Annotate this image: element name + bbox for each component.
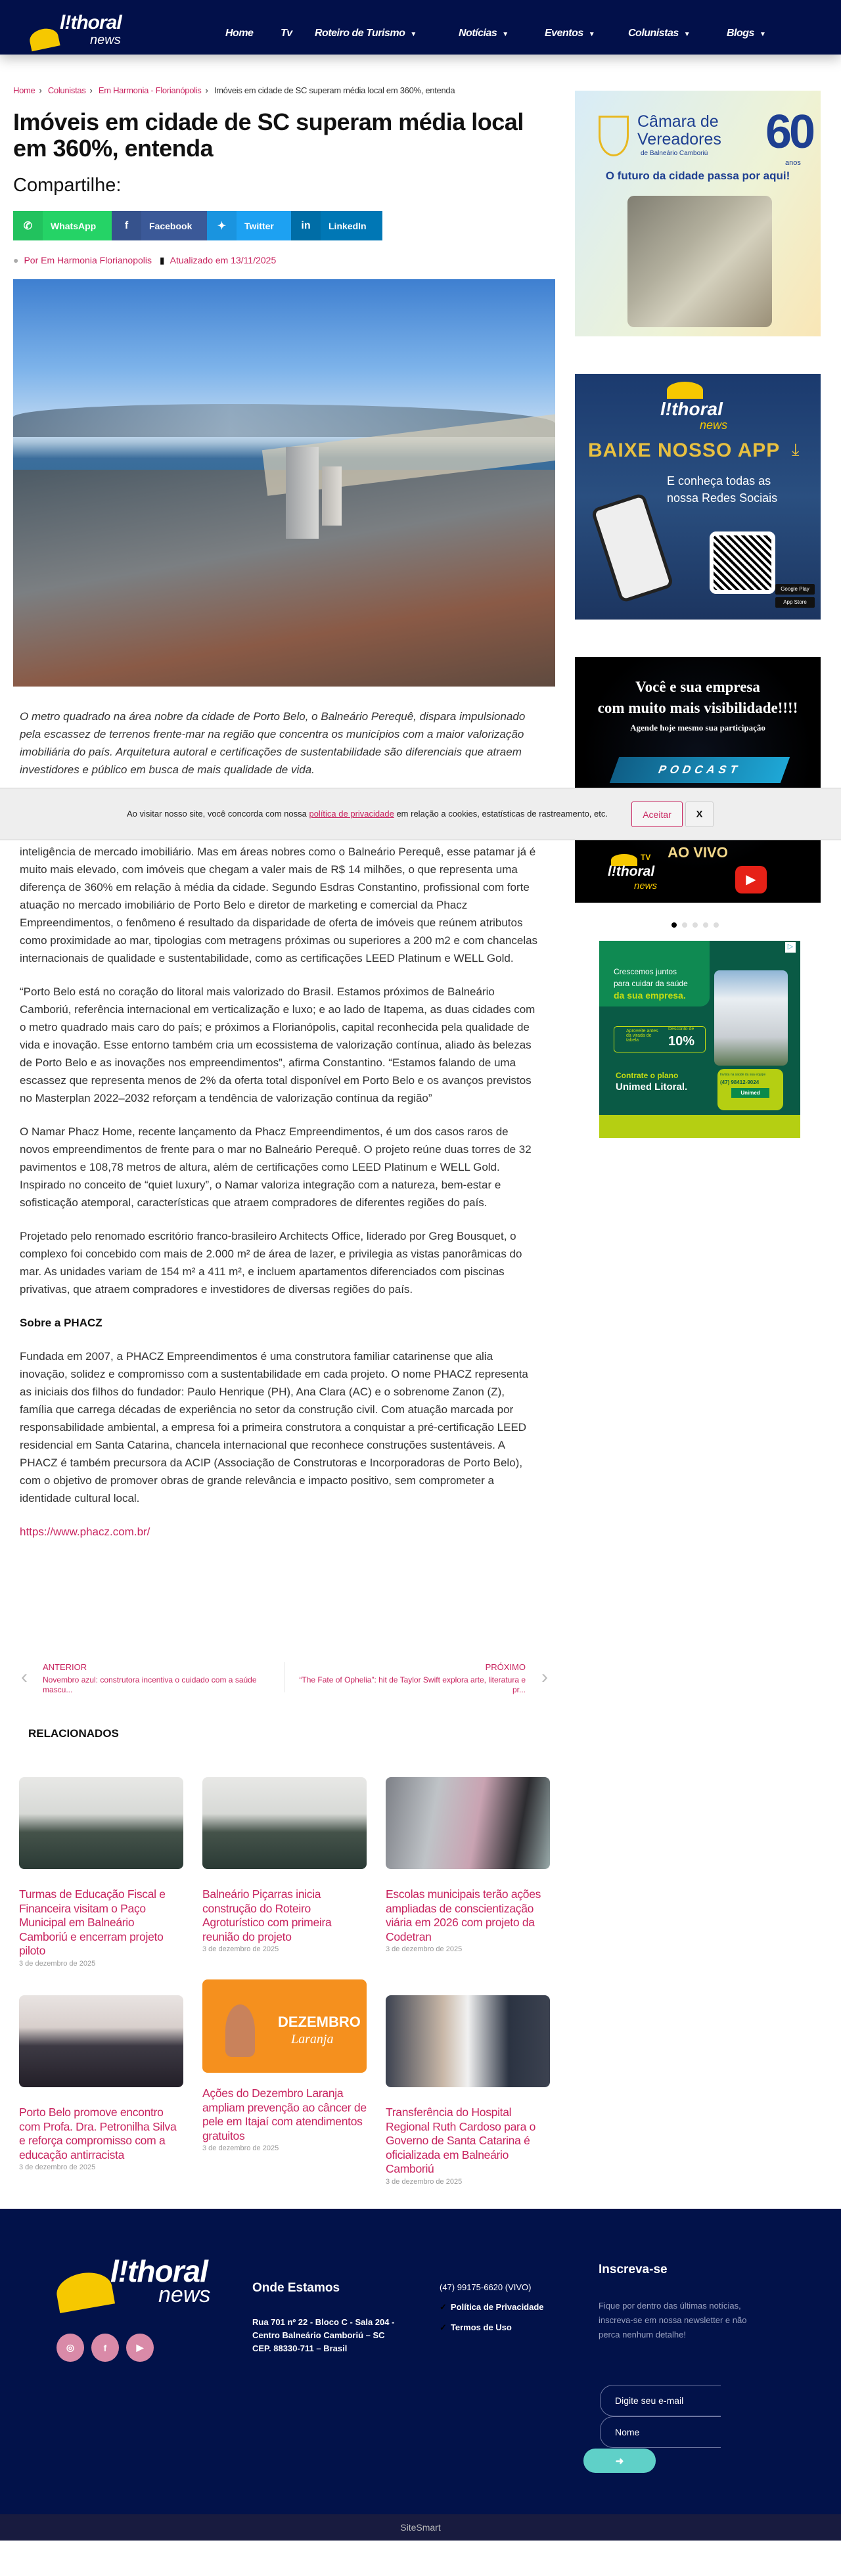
next-post-label[interactable]: PRÓXIMO [485,1662,526,1672]
download-icon: ⤓ [792,440,800,459]
carousel-dot[interactable] [703,922,708,928]
post-meta [13,255,281,266]
privacy-policy-link[interactable]: política de privacidade [309,809,394,819]
carousel-dot-active[interactable] [671,922,677,928]
card-title[interactable]: Porto Belo promove encontro com Profa. Dra. Petronilha Silva e reforça compromisso com a educação antirracista [19,2106,177,2161]
card-image[interactable] [19,1777,183,1869]
tower [286,447,319,539]
twitter-icon: ✦ [207,211,237,240]
logo-sun-icon [28,26,60,51]
card-date: 3 de dezembro de 2025 [386,2177,463,2186]
breadcrumb-home[interactable]: Home [13,85,35,95]
card-image[interactable] [386,1777,550,1869]
card-date: 3 de dezembro de 2025 [202,2144,279,2152]
facebook-icon: f [112,211,141,240]
name-input[interactable]: Nome [600,2416,721,2448]
card-title[interactable]: Turmas de Educação Fiscal e Financeira visitam o Paço Municipal em Balneário Camboriú e encerram projeto piloto [19,1887,166,1957]
where-heading: Onde Estamos [252,2281,340,2295]
carousel-dots [671,922,719,928]
share-facebook-button[interactable]: f Facebook [112,211,207,240]
facebook-icon[interactable]: f [91,2334,119,2362]
card-image[interactable]: DEZEMBRO Laranja [202,1979,367,2073]
copyright-bar [0,2514,841,2541]
article-paragraph: O Namar Phacz Home, recente lançamento da Phacz Empreendimentos, é um dos casos raros de novos empreendimentos de frente para o mar no Balneário Perequê. O projeto reúne duas torres de 32 pavimentos e 108,78 metros de altura, além de certificações como LEED Platinum e WELL Gold. Inspirado no conceito de “quiet luxury”, o Namar valoriza integração com a natureza, bem-estar e sofisticação atemporal, características que atraem compradores de diferentes regiões do país. [20,1125,532,1209]
instagram-icon[interactable]: ◎ [57,2334,84,2362]
subscribe-heading: Inscreva-se [599,2263,668,2276]
copyright-text: SiteSmart [400,2522,441,2533]
related-heading: RELACIONADOS [28,1727,119,1740]
nav-eventos[interactable]: Eventos ▼ [545,28,595,39]
whatsapp-icon: ✆ [13,211,43,240]
cookie-consent-bar [0,788,841,840]
check-icon: ✓ [440,2302,447,2312]
breadcrumb-current: Imóveis em cidade de SC superam média local em 360%, entenda [214,85,455,95]
breadcrumb-em-harmonia[interactable]: Em Harmonia - Florianópolis [98,85,202,95]
breadcrumb: Home › Colunistas › Em Harmonia - Florianópolis › Imóveis em cidade de SC superam média local em 360%, entenda [13,85,455,95]
author-link[interactable]: Por Em Harmonia Florianopolis [24,255,152,265]
nav-roteiro-de-turismo[interactable]: Roteiro de Turismo ▼ [315,28,417,39]
chevron-down-icon: ▼ [759,31,766,38]
share-linkedin-button[interactable]: in LinkedIn [291,211,382,240]
article-lead: O metro quadrado na área nobre da cidade de Porto Belo, o Balneário Perequê, dispara impulsionado pela escassez de terrenos frente-mar na região que concentra os municípios com a maior valorização imobiliária do país. Arquitetura autoral e certificações de sustentabilidade são diferenciais que atraem investidores e público em busca de mais qualidade de vida. [20,710,526,776]
app-headline: BAIXE NOSSO APP [588,440,781,461]
footer-logo[interactable]: l!thoral news [57,2257,224,2310]
privacy-policy-link[interactable]: Política de Privacidade [450,2302,544,2312]
ad-podcast[interactable]: Você e sua empresa com muito mais visibilidade!!!! Agende hoje mesmo sua participação PODCAST AO VIVO TV l!thoral news ▶ [575,657,821,903]
youtube-icon[interactable]: ▶ [126,2334,154,2362]
card-date: 3 de dezembro de 2025 [202,1945,279,1953]
card-title[interactable]: Balneário Piçarras inicia construção do Roteiro Agroturístico com primeira reunião do projeto [202,1887,332,1943]
article-hero-image [13,279,555,687]
logo-sun-icon [667,382,703,399]
chevron-left-icon[interactable]: ‹ [21,1666,28,1688]
card-image[interactable] [202,1777,367,1869]
share-twitter-button[interactable]: ✦ Twitter [207,211,291,240]
carousel-dot[interactable] [682,922,687,928]
breadcrumb-colunistas[interactable]: Colunistas [47,85,86,95]
share-heading: Compartilhe: [13,175,122,196]
check-icon: ✓ [440,2322,447,2332]
card-date: 3 de dezembro de 2025 [386,1945,463,1953]
ad-baixe-app[interactable]: l!thoral news BAIXE NOSSO APP ⤓ E conheça todas as nossa Redes Sociais Google Play App Store [575,374,821,620]
article-body [20,843,539,1556]
chevron-down-icon: ▼ [502,31,509,38]
cookie-close-button[interactable]: X [685,802,714,827]
card-title[interactable]: Ações do Dezembro Laranja ampliam prevenção ao câncer de pele em Itajaí com atendimentos gratuitos [202,2087,367,2142]
previous-post-link[interactable]: Novembro azul: construtora incentiva o cuidado com a saúde mascu... [43,1675,257,1694]
phone-mockup [591,493,674,604]
chevron-down-icon: ▼ [683,31,691,38]
nav-noticias[interactable]: Notícias ▼ [459,28,509,39]
terms-link[interactable]: Termos de Uso [450,2322,512,2332]
email-input[interactable]: Digite seu e-mail [600,2385,721,2416]
card-image[interactable] [386,1995,550,2087]
card-date: 3 de dezembro de 2025 [19,1959,96,1968]
previous-post-label[interactable]: ANTERIOR [43,1662,87,1672]
page-title: Imóveis em cidade de SC superam média local em 360%, entenda [13,108,524,162]
nav-home[interactable]: Home [225,28,254,39]
subscribe-submit-button[interactable]: ➜ [583,2449,656,2473]
phone: (47) 99175-6620 (VIVO) [440,2282,532,2292]
linkedin-icon: in [291,211,321,240]
carousel-dot[interactable] [714,922,719,928]
ad-camara-vereadores[interactable]: Câmara de Vereadores de Balneário Camboriú 60 anos O futuro da cidade passa por aqui! [575,91,821,336]
site-logo[interactable]: l!thoral news [30,12,131,53]
collage-photos [627,196,772,327]
site-header [0,0,841,55]
adchoices-icon[interactable]: ▷ [785,942,796,953]
updated-date: Atualizado em 13/11/2025 [170,255,277,265]
share-buttons [13,211,382,240]
chevron-right-icon[interactable]: › [541,1666,548,1688]
phacz-link[interactable]: https://www.phacz.com.br/ [20,1525,150,1538]
next-post-link[interactable]: “The Fate of Ophelia”: hit de Taylor Swift explora arte, literatura e pr... [299,1675,526,1694]
post-navigation [13,1662,552,1702]
building-photo [714,970,788,1066]
card-title[interactable]: Transferência do Hospital Regional Ruth Cardoso para o Governo de Santa Catarina é oficializada em Balneário Camboriú [386,2106,535,2175]
address: Rua 701 nº 22 - Bloco C - Sala 204 - Centro Balneário Camboriú – SC CEP. 88330-711 – Brasil [252,2317,395,2353]
city-area [13,470,555,687]
tower [322,466,342,526]
article-paragraph: Fundada em 2007, a PHACZ Empreendimentos é uma construtora familiar catarinense que alia inovação, solidez e compromisso com a sustentabilidade em cada projeto. O nome PHACZ representa as iniciais dos filhos do fundador: Paulo Henrique (PH), Ana Clara (AC) e o sobrenome Zanon (Z), família que carrega décadas de experiência no setor da construção civil. Com atuação marcada por responsabilidade ambiental, a empresa foi a primeira construtora a conquistar a pré-certificação LEED residencial em Santa Catarina, chancela internacional que reconhece construções sustentáveis. A PHACZ é também precursora da ACIP (Associação de Construtoras e Incorporadoras de Porto Belo), com o objetivo de promover obras de grande relevância e impacto positivo, sem comprometer a identidade cultural local. [20,1350,528,1504]
nav-tv[interactable]: Tv [281,28,292,39]
subscribe-text: Fique por dentro das últimas notícias, inscreva-se em nossa newsletter e não perca nenhum detalhe! [599,2301,747,2339]
calendar-icon: ▮ [159,255,165,265]
site-footer [0,2209,841,2514]
article-subheading: Sobre a PHACZ [20,1317,102,1329]
ad-unimed[interactable]: Crescemos juntos para cuidar da saúde da sua empresa. Aproveite antes da virada de tabela Desconto de 10% Contrate o plano Unimed Litoral. Invista na saúde da sua equipe (47) 98412-9024 Unimed ▷ [599,941,800,1138]
card-date: 3 de dezembro de 2025 [19,2163,96,2171]
qr-code [710,531,775,594]
logo-sun-icon [54,2269,115,2313]
youtube-play-icon: ▶ [735,866,767,893]
card-title[interactable]: Escolas municipais terão ações ampliadas de conscientização viária em 2026 com projeto da Codetran [386,1887,541,1943]
user-icon: ● [13,255,19,265]
nav-blogs[interactable]: Blogs ▼ [727,28,766,39]
share-whatsapp-button[interactable]: ✆ WhatsApp [13,211,112,240]
chevron-down-icon: ▼ [410,31,417,38]
cookie-accept-button[interactable]: Aceitar [631,802,683,827]
cookie-text: Ao visitar nosso site, você concorda com nossa política de privacidade em relação a cookies, estatísticas de rastreamento, etc. [127,809,608,819]
camara-emblem-icon [599,116,629,156]
chevron-down-icon: ▼ [588,31,595,38]
card-image[interactable] [19,1995,183,2087]
article-paragraph: Projetado pelo renomado escritório franco-brasileiro Architects Office, liderado por Greg Bousquet, o complexo foi concebido com mais de 2.000 m² de área de lazer, e privilegia as vistas panorâmicas do mar. As unidades variam de 154 m² a 411 m², e incluem apartamentos diferenciados com piscinas privativas, que atraem compradores e investidores de diversas regiões do país. [20,1230,522,1296]
article-paragraph: inteligência de mercado imobiliário. Mas em áreas nobres como o Balneário Perequê, esse patamar já é muito mais elevado, com imóveis que chegam a valer mais de R$ 14 milhões, o que representa uma diferença de 360% em relação à média da cidade. Segundo Esdras Constantino, profissional com forte atuação no mercado imobiliário de Porto Belo e diretor de marketing e comercial da Phacz Empreendimentos, o fenômeno é resultado da disparidade de oferta de imóveis que reúnem atributos como proximidade ao mar, tipologias com metragens próximas ou superiores a 200 m2 e com chancelas internacionais de qualidade e sustentabilidade, como as certificações LEED Platinum e WELL Gold. [20,846,538,964]
nav-colunistas[interactable]: Colunistas ▼ [628,28,691,39]
article-paragraph: “Porto Belo está no coração do litoral mais valorizado do Brasil. Estamos próximos de Balneário Camboriú, referência internacional em verticalização e luxo; e ao lado de Itapema, as duas cidades com o metro quadrado mais caro do país; e próximos a Florianópolis, capital reconhecida pela qualidade de vida e inovação. Esse entorno também cria um ecossistema de valorização contínua, aliado às belezas de Porto Belo e as inovações nos empreendimentos”, afirma Constantino. “Estamos falando de uma escassez que representa menos de 2% da oferta total disponível em Porto Belo e os avanços previstos no Masterplan 2022–2032 reforçam a tendência de valorização contínua da região” [20,985,535,1104]
carousel-dot[interactable] [693,922,698,928]
